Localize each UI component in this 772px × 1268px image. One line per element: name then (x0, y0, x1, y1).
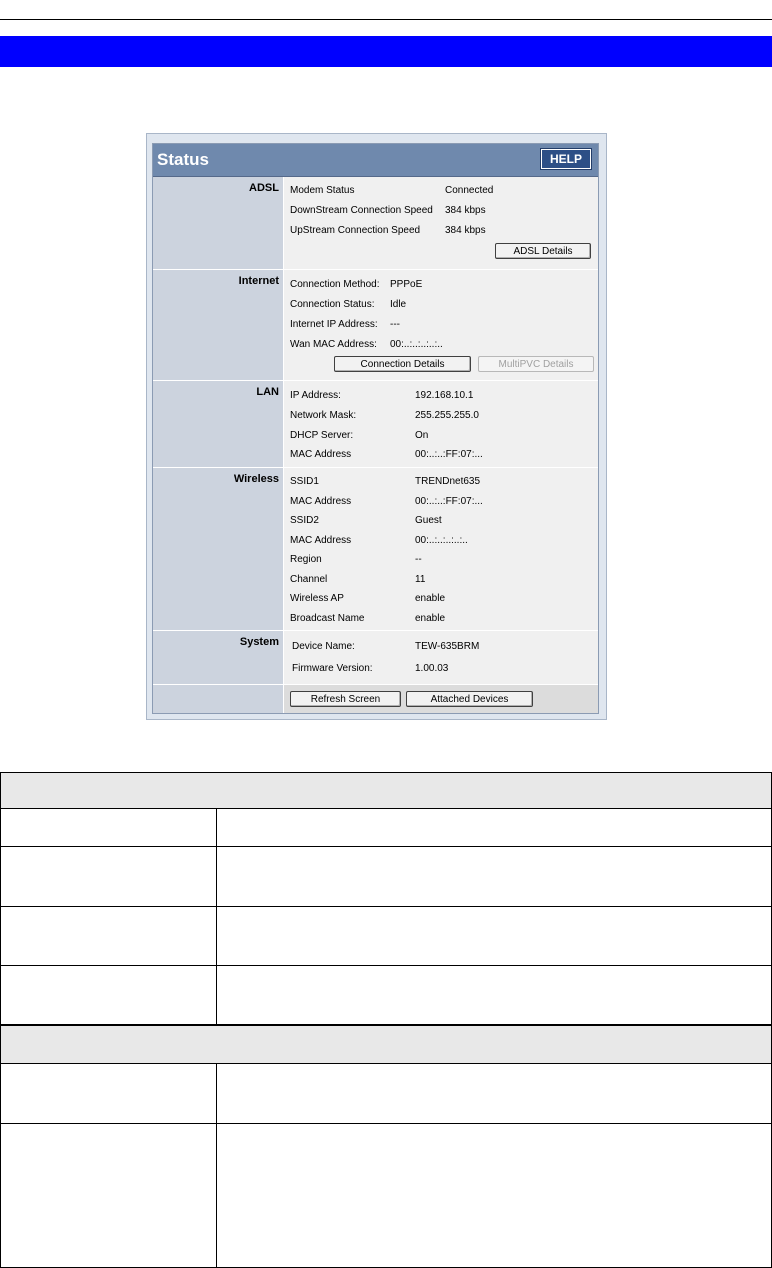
table-left-edge (0, 772, 1, 1268)
status-panel-inner (152, 143, 599, 714)
table-column-divider (216, 1063, 217, 1267)
wireless-body (284, 468, 598, 630)
system-body (284, 631, 598, 684)
row-value: 1.00.03 (415, 663, 449, 674)
row-key: MAC Address (290, 496, 352, 507)
lan-body (284, 381, 598, 467)
row-key: IP Address: (290, 390, 341, 401)
row-value: 00:..:..:FF:07:... (415, 449, 483, 460)
row-value: 11 (415, 574, 426, 585)
row-value: 00:..:..:..:..:.. (415, 535, 468, 546)
help-button[interactable]: HELP (541, 149, 591, 169)
row-value: Guest (415, 515, 442, 526)
row-value: 384 kbps (445, 205, 486, 216)
row-key: Modem Status (290, 185, 355, 196)
table-column-divider (216, 808, 217, 1024)
row-value: --- (390, 319, 400, 330)
row-value: 255.255.255.0 (415, 410, 479, 421)
row-value: Connected (445, 185, 494, 196)
internet-label: Internet (153, 270, 283, 380)
table-rule (0, 965, 772, 966)
row-key: Network Mask: (290, 410, 357, 421)
table-rule (0, 808, 772, 809)
row-value: -- (415, 554, 422, 565)
status-title: Status (157, 150, 209, 169)
table-rule (0, 846, 772, 847)
internet-section (153, 270, 598, 381)
lan-section (153, 381, 598, 468)
row-key: Channel (290, 574, 328, 585)
table-rule (0, 906, 772, 907)
row-value: 192.168.10.1 (415, 390, 474, 401)
row-value: TRENDnet635 (415, 476, 481, 487)
row-value: PPPoE (390, 279, 423, 290)
page-top-rule (0, 19, 772, 20)
row-key: DownStream Connection Speed (290, 205, 433, 216)
section-heading-bar (0, 36, 772, 67)
row-key: Connection Status: (290, 299, 375, 310)
refresh-screen-button[interactable]: Refresh Screen (290, 691, 401, 707)
table-rule (0, 772, 772, 773)
row-key: Broadcast Name (290, 613, 365, 624)
row-value: enable (415, 613, 446, 624)
wireless-section (153, 468, 598, 631)
adsl-section (153, 177, 598, 270)
row-key: Firmware Version: (292, 663, 373, 674)
attached-devices-button[interactable]: Attached Devices (406, 691, 533, 707)
adsl-body (284, 177, 598, 269)
system-label: System (153, 631, 283, 684)
row-value: TEW-635BRM (415, 641, 480, 652)
table-rule (0, 1024, 772, 1026)
footer-label-cell (153, 685, 283, 713)
row-key: Wan MAC Address: (290, 339, 377, 350)
system-section (153, 631, 598, 685)
row-key: MAC Address (290, 449, 352, 460)
row-key: Connection Method: (290, 279, 380, 290)
table-header-row-2 (0, 1025, 772, 1063)
row-key: SSID1 (290, 476, 319, 487)
lan-label: LAN (153, 381, 283, 467)
adsl-label: ADSL (153, 177, 283, 269)
row-value: 00:..:..:FF:07:... (415, 496, 483, 507)
multipvc-details-button: MultiPVC Details (478, 356, 594, 372)
table-rule (0, 1063, 772, 1064)
row-value: Idle (390, 299, 407, 310)
row-key: Wireless AP (290, 593, 344, 604)
row-key: Region (290, 554, 322, 565)
adsl-details-button[interactable]: ADSL Details (495, 243, 591, 259)
wireless-label: Wireless (153, 468, 283, 630)
row-key: MAC Address (290, 535, 352, 546)
row-key: UpStream Connection Speed (290, 225, 421, 236)
panel-footer (153, 685, 598, 713)
row-value: 384 kbps (445, 225, 486, 236)
row-key: Internet IP Address: (290, 319, 378, 330)
row-value: On (415, 430, 429, 441)
status-header (153, 144, 598, 177)
internet-body (284, 270, 598, 380)
row-key: Device Name: (292, 641, 355, 652)
connection-details-button[interactable]: Connection Details (334, 356, 471, 372)
table-header-row-1 (0, 772, 772, 808)
table-rule (0, 1123, 772, 1124)
row-value: enable (415, 593, 446, 604)
footer-body (284, 685, 598, 713)
row-key: SSID2 (290, 515, 319, 526)
row-key: DHCP Server: (290, 430, 354, 441)
status-screenshot-panel (146, 133, 607, 720)
row-value: 00:..:..:..:..:.. (390, 339, 443, 350)
